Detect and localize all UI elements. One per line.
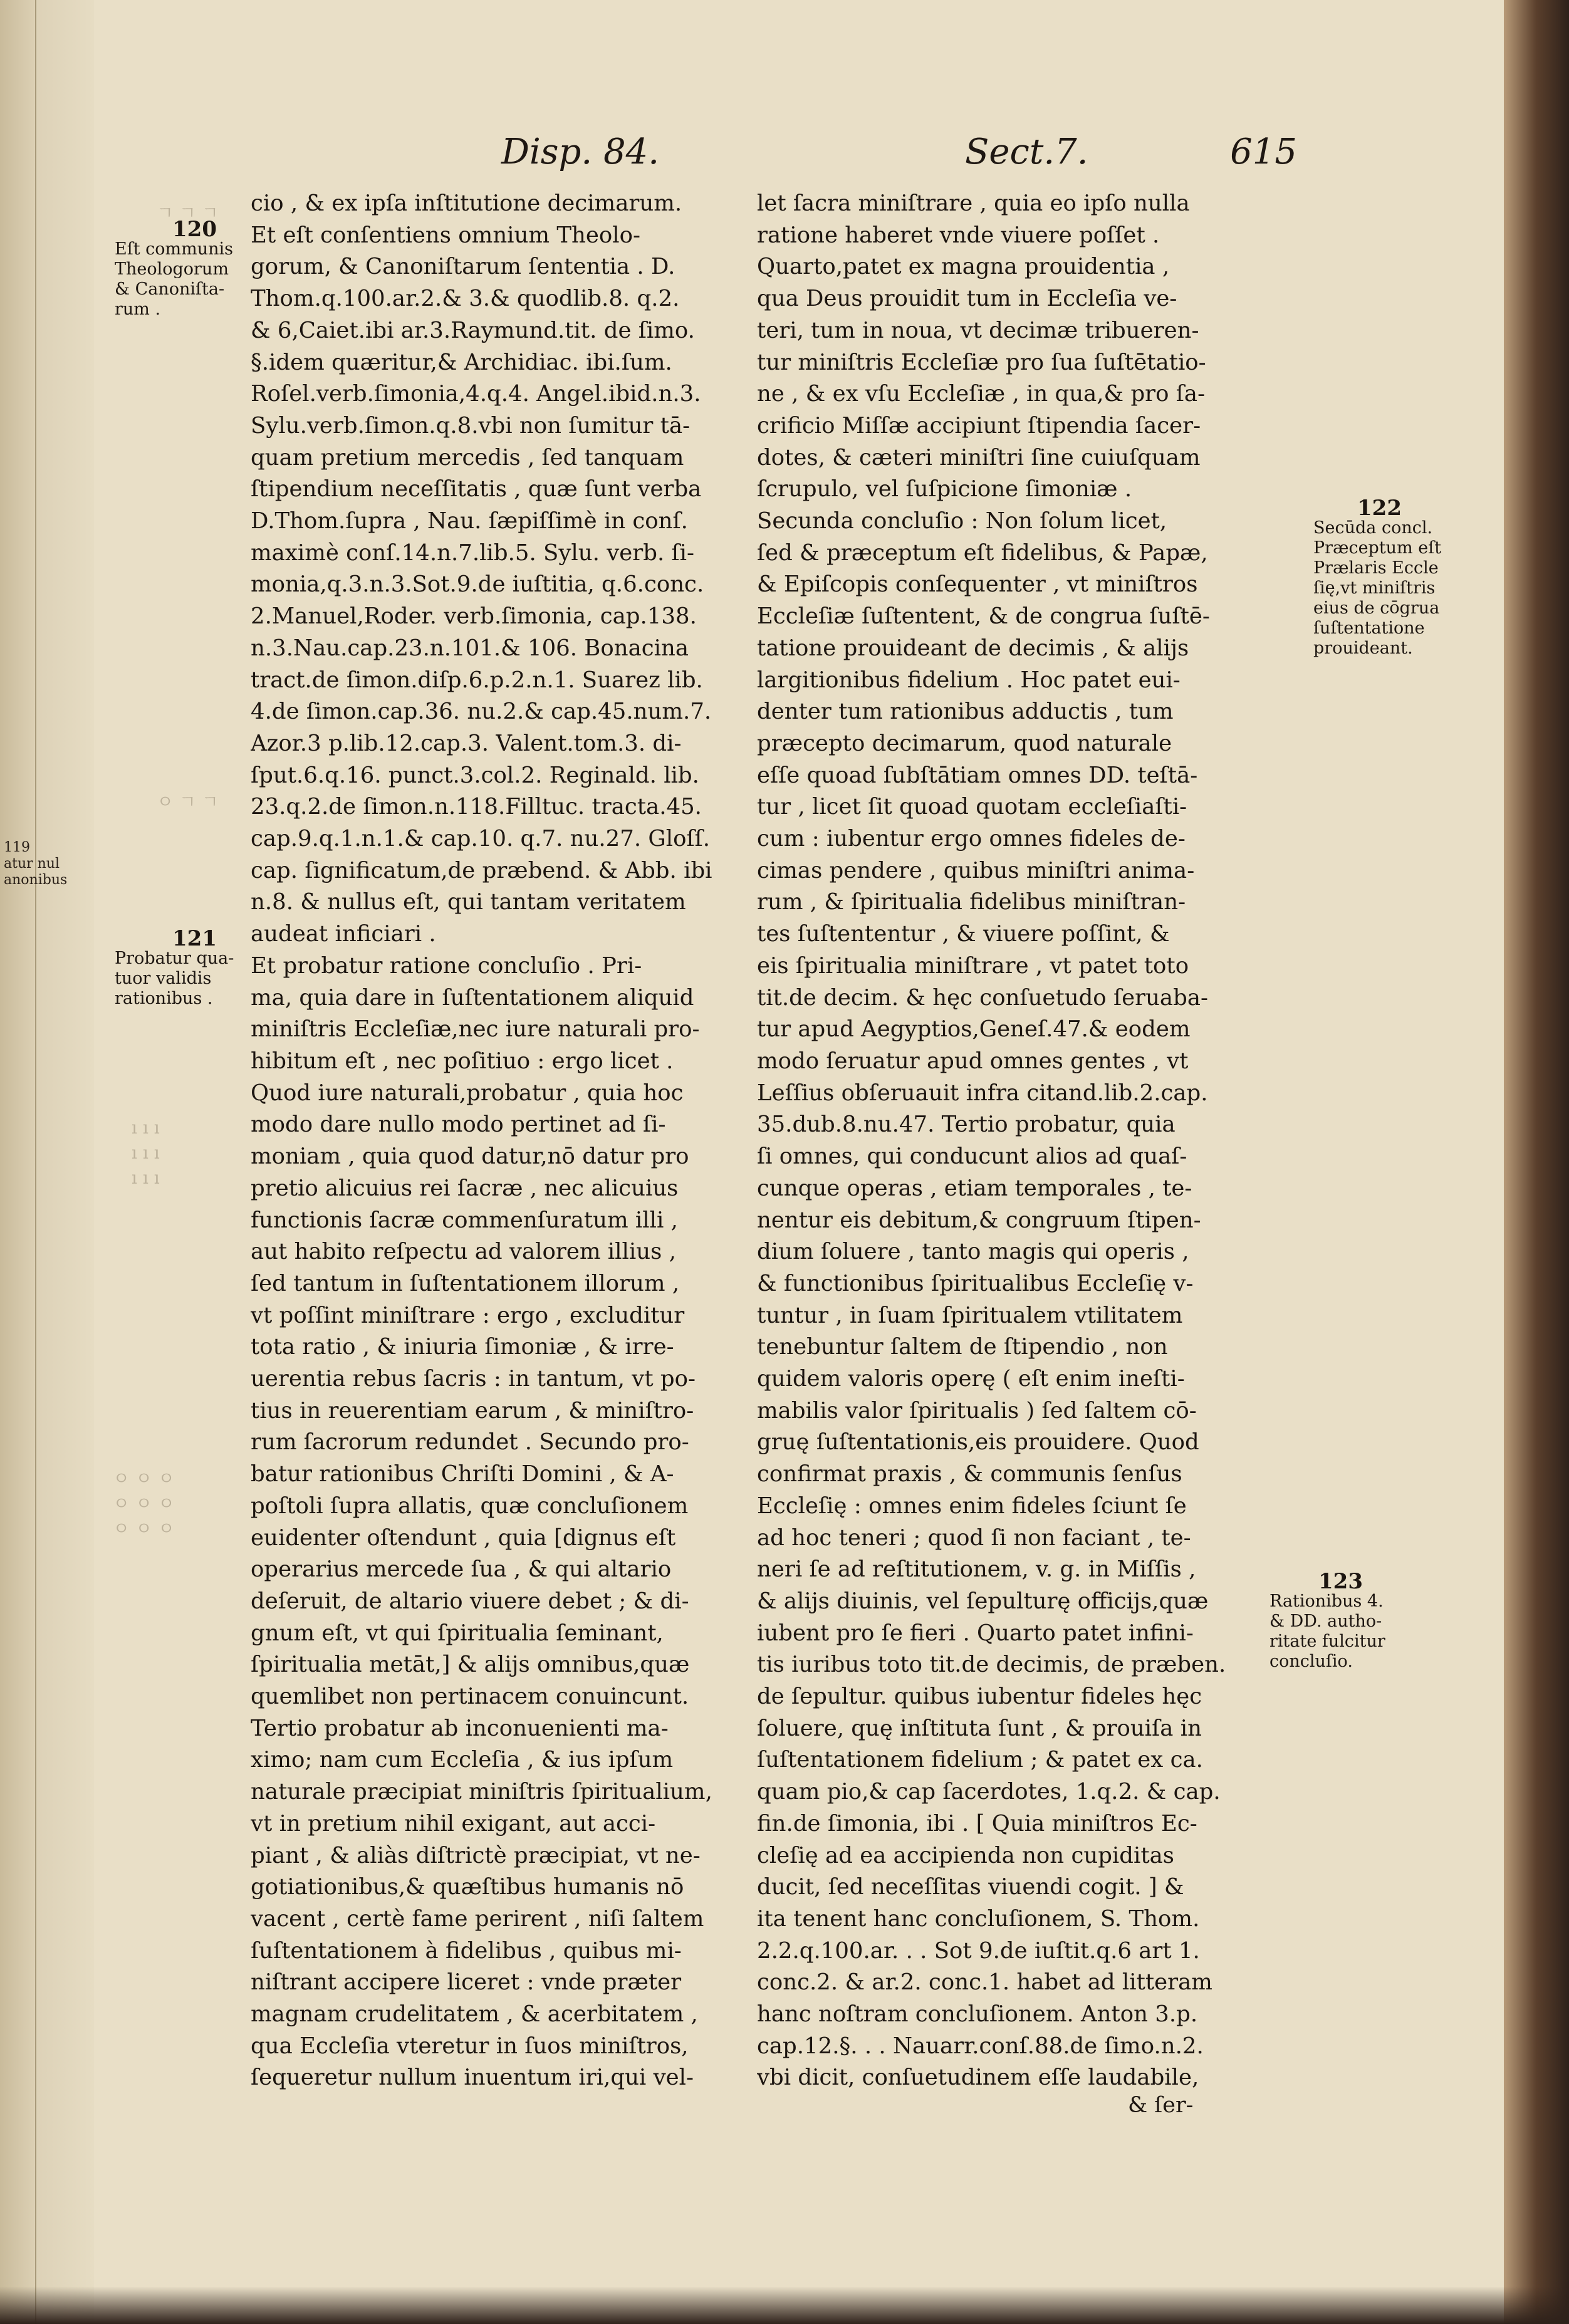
text-line: Tertio probatur ab inconuenienti ma- — [251, 1715, 669, 1741]
marginal-number: 120 — [172, 217, 217, 242]
text-line: cap.12.§. . . Nauarr.conſ.88.de ſimo.n.2. — [757, 2033, 1204, 2059]
text-line: ſuſtentationem à fidelibus , quibus mi- — [251, 1937, 682, 1964]
page-edge-bottom — [0, 2286, 1569, 2324]
text-line: modo dare nullo modo pertinet ad ſi- — [251, 1112, 666, 1138]
text-line: aut habito reſpectu ad valorem illius , — [251, 1239, 676, 1265]
text-line: ſcrupulo, vel ſuſpicione ſimoniæ . — [757, 476, 1132, 503]
text-line: Eccleſię : omnes enim fideles ſciunt ſe — [757, 1493, 1187, 1519]
text-line: Leſſius obſeruauit infra citand.lib.2.cap. — [757, 1080, 1208, 1106]
text-line: tur apud Aegyptios,Geneſ.47.& eodem — [757, 1016, 1191, 1043]
marginal-note-line: concluſio. — [1269, 1652, 1353, 1671]
marginal-note-line: Præceptum eſt — [1313, 538, 1442, 558]
text-line: ſequeretur nullum inuentum iri,qui vel- — [251, 2065, 694, 2091]
bleed-through-text: ㅇ ㄱ ㄱ — [157, 791, 219, 812]
text-line: piant , & aliàs diſtrictè præcipiat, vt ne- — [251, 1842, 701, 1868]
text-line: functionis ſacræ commenſuratum illi , — [251, 1207, 678, 1233]
text-line: let ſacra miniſtrare , quia eo ipſo nulla — [757, 190, 1190, 216]
text-line: ſuſtentationem fidelium ; & patet ex ca. — [757, 1747, 1203, 1773]
text-line: tract.de ſimon.diſp.6.p.2.n.1. Suarez lib. — [251, 667, 703, 693]
text-line: Quod iure naturali,probatur , quia hoc — [251, 1080, 684, 1106]
marginal-note-line: & DD. autho- — [1269, 1612, 1382, 1631]
text-line: ſtipendium neceſſitatis , quæ ſunt verba — [251, 476, 702, 503]
facing-page-text: anonibus — [4, 872, 68, 888]
text-line: cio , & ex ipſa inſtitutione decimarum. — [251, 190, 682, 216]
text-line: ne , & ex vſu Eccleſiæ , in qua,& pro ſa- — [757, 381, 1206, 407]
text-line: quidem valoris operę ( eſt enim ineſti- — [757, 1366, 1185, 1392]
marginal-note-122 — [1313, 498, 1464, 659]
text-line: rum ſacrorum redundet . Secundo pro- — [251, 1429, 689, 1456]
text-line: ximo; nam cum Eccleſia , & ius ipſum — [251, 1747, 674, 1773]
text-line: ducit, ſed neceſſitas viuendi cogit. ] & — [757, 1874, 1184, 1900]
running-header — [489, 125, 1297, 182]
text-line: rum , & ſpiritualia fidelibus miniſtran- — [757, 889, 1186, 915]
bleed-through-text: ㄱ ㄱ ㄱ — [157, 202, 219, 223]
text-line: & alijs diuinis, vel ſepulturę officijs,quæ — [757, 1588, 1209, 1614]
text-line: hanc noſtram concluſionem. Anton 3.p. — [757, 2001, 1198, 2028]
text-line: Et probatur ratione concluſio . Pri- — [251, 952, 642, 979]
text-line: 2.2.q.100.ar. . . Sot 9.de iuſtit.q.6 art 1. — [757, 1937, 1200, 1964]
text-line: hibitum eſt , nec poſitiuo : ergo licet . — [251, 1048, 674, 1074]
text-line: naturale præcipiat miniſtris ſpiritualium, — [251, 1779, 712, 1805]
marginal-note-line: Secūda concl. — [1313, 518, 1433, 538]
marginal-note-line: Probatur qua- — [115, 949, 234, 968]
text-line: tis iuribus toto tit.de decimis, de præben. — [757, 1652, 1226, 1678]
marginal-note-line: rum . — [115, 300, 161, 319]
text-line: neri ſe ad reſtitutionem, v. g. in Miſſis , — [757, 1556, 1196, 1583]
text-line: crificio Miſſæ accipiunt ſtipendia ſacer- — [757, 412, 1201, 439]
text-line: ratione haberet vnde viuere poſſet . — [757, 222, 1160, 248]
text-line: quemlibet non pertinacem conuincunt. — [251, 1684, 689, 1710]
text-line: operarius mercede ſua , & qui altario — [251, 1556, 672, 1583]
text-line: Azor.3 p.lib.12.cap.3. Valent.tom.3. di- — [251, 730, 682, 756]
marginal-note-line: Prælaris Eccle — [1313, 558, 1439, 578]
text-line: ſput.6.q.16. punct.3.col.2. Reginald. lib. — [251, 762, 699, 788]
text-line: largitionibus fidelium . Hoc patet eui- — [757, 667, 1181, 693]
text-line: gotiationibus,& quæſtibus humanis nō — [251, 1874, 684, 1900]
text-line: maximè conſ.14.n.7.lib.5. Sylu. verb. ſi- — [251, 539, 695, 566]
text-line: vbi dicit, conſuetudinem eſſe laudabile, — [757, 2065, 1199, 2091]
text-line: cleſię ad ea accipienda non cupiditas — [757, 1842, 1175, 1868]
text-line: eis ſpiritualia miniſtrare , vt patet toto — [757, 952, 1189, 979]
text-line: gorum, & Canoniſtarum ſententia . D. — [251, 254, 675, 280]
marginal-note-line: tuor validis — [115, 969, 212, 988]
text-line: cap.9.q.1.n.1.& cap.10. q.7. nu.27. Gloſſ. — [251, 826, 711, 852]
text-line: tes ſuſtententur , & viuere poſſint, & — [757, 921, 1170, 947]
marginal-note-line: ritate fulcitur — [1269, 1632, 1385, 1651]
text-line: 4.de ſimon.cap.36. nu.2.& cap.45.num.7. — [251, 699, 712, 725]
text-line: ſed & præceptum eſt fidelibus, & Papæ, — [757, 539, 1208, 566]
marginal-number: 122 — [1357, 496, 1402, 521]
text-line: iubent pro ſe fieri . Quarto patet infini- — [757, 1620, 1194, 1646]
page-edge-right — [1504, 0, 1569, 2324]
text-line: batur rationibus Chriſti Domini , & A- — [251, 1461, 674, 1488]
text-line: nentur eis debitum,& congruum ſtipen- — [757, 1207, 1201, 1233]
text-line: niſtrant accipere liceret : vnde præter — [251, 1969, 682, 1996]
text-line: magnam crudelitatem , & acerbitatem , — [251, 2001, 698, 2028]
marginal-note-121 — [115, 926, 240, 1009]
text-line: tit.de decim. & hęc conſuetudo ſeruaba- — [757, 984, 1208, 1011]
text-line: qua Eccleſia vteretur in ſuos miniſtros, — [251, 2033, 689, 2059]
text-line: & functionibus ſpiritualibus Eccleſię v- — [757, 1270, 1194, 1296]
text-line: confirmat praxis , & communis ſenſus — [757, 1461, 1182, 1488]
text-line: cum : iubentur ergo omnes fideles de- — [757, 826, 1186, 852]
text-line: audeat inficiari . — [251, 921, 436, 947]
page-number: 615 — [1230, 132, 1297, 172]
marginal-note-line: Eſt communis — [115, 239, 233, 259]
text-line: dotes, & cæteri miniſtri ſine cuiuſquam — [757, 444, 1201, 471]
text-line: modo ſeruatur apud omnes gentes , vt — [757, 1048, 1189, 1074]
text-line: tur miniſtris Eccleſiæ pro ſua ſuſtētatio- — [757, 349, 1206, 375]
bleed-through-text: ㅇ ㅇ ㅇ ㅇ ㅇ ㅇ ㅇ ㅇ ㅇ — [113, 1468, 175, 1539]
text-line: vacent , certè fame perirent , niſi ſaltem — [251, 1905, 704, 1932]
text-line: ma, quia dare in ſuſtentationem aliquid — [251, 984, 694, 1011]
text-line: Secunda concluſio : Non ſolum licet, — [757, 508, 1167, 534]
text-line: cap. ſignificatum,de præbend. & Abb. ibi — [251, 857, 712, 883]
text-line: tatione prouideant de decimis , & alijs — [757, 635, 1189, 661]
header-disputation: Disp. 84. — [501, 132, 660, 172]
text-line: fin.de ſimonia, ibi . [ Quia miniſtros Ec- — [757, 1810, 1197, 1837]
text-line: ſpiritualia metāt,] & alijs omnibus,quæ — [251, 1652, 690, 1678]
book-gutter — [0, 0, 36, 2324]
text-line: euidenter oſtendunt , quia [dignus eſt — [251, 1524, 676, 1551]
marginal-note-120 — [115, 219, 240, 320]
text-line: deſeruit, de altario viuere debet ; & di- — [251, 1588, 689, 1614]
text-line: præcepto decimarum, quod naturale — [757, 730, 1172, 756]
text-line: Quarto,patet ex magna prouidentia , — [757, 254, 1170, 280]
text-line: cimas pendere , quibus miniſtri anima- — [757, 857, 1195, 883]
text-line: ſed tantum in ſuſtentationem illorum , — [251, 1270, 680, 1296]
text-line: tuntur , in ſuam ſpiritualem vtilitatem — [757, 1302, 1183, 1328]
text-line: eſſe quoad ſubſtātiam omnes DD. teſtā- — [757, 762, 1198, 788]
facing-page-fragment — [4, 840, 67, 888]
text-line: ita tenent hanc concluſionem, S. Thom. — [757, 1905, 1200, 1932]
text-line: Et eſt conſentiens omnium Theolo- — [251, 222, 640, 248]
marginal-note-line: prouideant. — [1313, 638, 1413, 658]
text-line: qua Deus prouidit tum in Eccleſia ve- — [757, 286, 1177, 312]
text-line: pretio alicuius rei ſacræ , nec alicuius — [251, 1175, 679, 1201]
text-line: poſtoli ſupra allatis, quæ concluſionem — [251, 1493, 689, 1519]
marginal-note-line: rationibus . — [115, 989, 213, 1008]
bleed-through-text: ı ı ı ı ı ı ı ı ı — [132, 1117, 160, 1188]
catchword: & ſer- — [1128, 2093, 1194, 2118]
text-line: ad hoc teneri ; quod ſi non faciant , te- — [757, 1524, 1191, 1551]
text-line: uerentia rebus ſacris : in tantum, vt po- — [251, 1366, 696, 1392]
text-column-left — [251, 188, 797, 2094]
text-line: 23.q.2.de ſimon.n.118.Filltuc. tracta.45. — [251, 794, 702, 820]
marginal-note-line: eius de cōgrua — [1313, 598, 1440, 618]
text-line: Sylu.verb.ſimon.q.8.vbi non ſumitur tā- — [251, 412, 691, 439]
text-line: tota ratio , & iniuria ſimoniæ , & irre- — [251, 1334, 674, 1360]
text-line: ſi omnes, qui conducunt alios ad quaſ- — [757, 1144, 1187, 1170]
text-line: Eccleſiæ ſuſtentent, & de congrua ſuſtē- — [757, 603, 1210, 630]
text-line: tur , licet ſit quoad quotam eccleſiaſti- — [757, 794, 1187, 820]
text-line: D.Thom.ſupra , Nau. ſæpiſſimè in conſ. — [251, 508, 688, 534]
marginal-note-line: ſię,vt miniſtris — [1313, 578, 1436, 598]
text-line: denter tum rationibus adductis , tum — [757, 699, 1174, 725]
text-line: dium ſoluere , tanto magis qui operis , — [757, 1239, 1189, 1265]
text-line: vt poſſint miniſtrare : ergo , excluditur — [251, 1302, 685, 1328]
text-line: & Epiſcopis conſequenter , vt miniſtros — [757, 571, 1198, 598]
text-line: de ſepultur. quibus iubentur fideles hęc — [757, 1684, 1202, 1710]
text-line: moniam , quia quod datur,nō datur pro — [251, 1144, 689, 1170]
marginal-note-line: Rationibus 4. — [1269, 1592, 1384, 1611]
text-line: n.8. & nullus eſt, qui tantam veritatem — [251, 889, 686, 915]
facing-page-text: atur nul — [4, 856, 60, 872]
text-line: quam pretium mercedis , ſed tanquam — [251, 444, 684, 471]
text-line: tenebuntur ſaltem de ſtipendio , non — [757, 1334, 1168, 1360]
text-line: vt in pretium nihil exigant, aut acci- — [251, 1810, 656, 1837]
marginal-number: 121 — [172, 926, 217, 951]
marginal-note-123 — [1269, 1571, 1426, 1672]
text-line: teri, tum in noua, vt decimæ tribueren- — [757, 317, 1199, 343]
text-line: Roſel.verb.ſimonia,4.q.4. Angel.ibid.n.3. — [251, 381, 701, 407]
text-line: 35.dub.8.nu.47. Tertio probatur, quia — [757, 1112, 1175, 1138]
text-line: monia,q.3.n.3.Sot.9.de iuſtitia, q.6.conc. — [251, 571, 704, 598]
text-line: conc.2. & ar.2. conc.1. habet ad litteram — [757, 1969, 1212, 1996]
text-line: quam pio,& cap ſacerdotes, 1.q.2. & cap. — [757, 1779, 1221, 1805]
text-line: miniſtris Eccleſiæ,nec iure naturali pro- — [251, 1016, 700, 1043]
text-line: gruę ſuſtentationis,eis prouidere. Quod — [757, 1429, 1199, 1456]
text-line: 2.Manuel,Roder. verb.ſimonia, cap.138. — [251, 603, 697, 630]
text-line: mabilis valor ſpiritualis ) ſed ſaltem cō- — [757, 1397, 1197, 1424]
marginal-note-line: ſuſtentatione — [1313, 618, 1425, 638]
text-line: n.3.Nau.cap.23.n.101.& 106. Bonacina — [251, 635, 689, 661]
text-line: Thom.q.100.ar.2.& 3.& quodlib.8. q.2. — [251, 286, 680, 312]
text-line: §.idem quæritur,& Archidiac. ibi.ſum. — [251, 349, 672, 375]
facing-page-number: 119 — [4, 840, 30, 855]
marginal-note-line: & Canoniſta- — [115, 279, 225, 299]
marginal-number: 123 — [1318, 1569, 1363, 1594]
text-line: & 6,Caiet.ibi ar.3.Raymund.tit. de ſimo. — [251, 317, 695, 343]
text-line: ſoluere, quę inſtituta ſunt , & prouiſa in — [757, 1715, 1202, 1741]
marginal-note-line: Theologorum — [115, 259, 229, 279]
text-line: gnum eſt, vt qui ſpiritualia ſeminant, — [251, 1620, 664, 1646]
text-line: tius in reuerentiam earum , & miniſtro- — [251, 1397, 694, 1424]
text-column-right — [757, 188, 1303, 2094]
header-section: Sect.7. — [965, 132, 1088, 172]
text-line: cunque operas , etiam temporales , te- — [757, 1175, 1192, 1201]
